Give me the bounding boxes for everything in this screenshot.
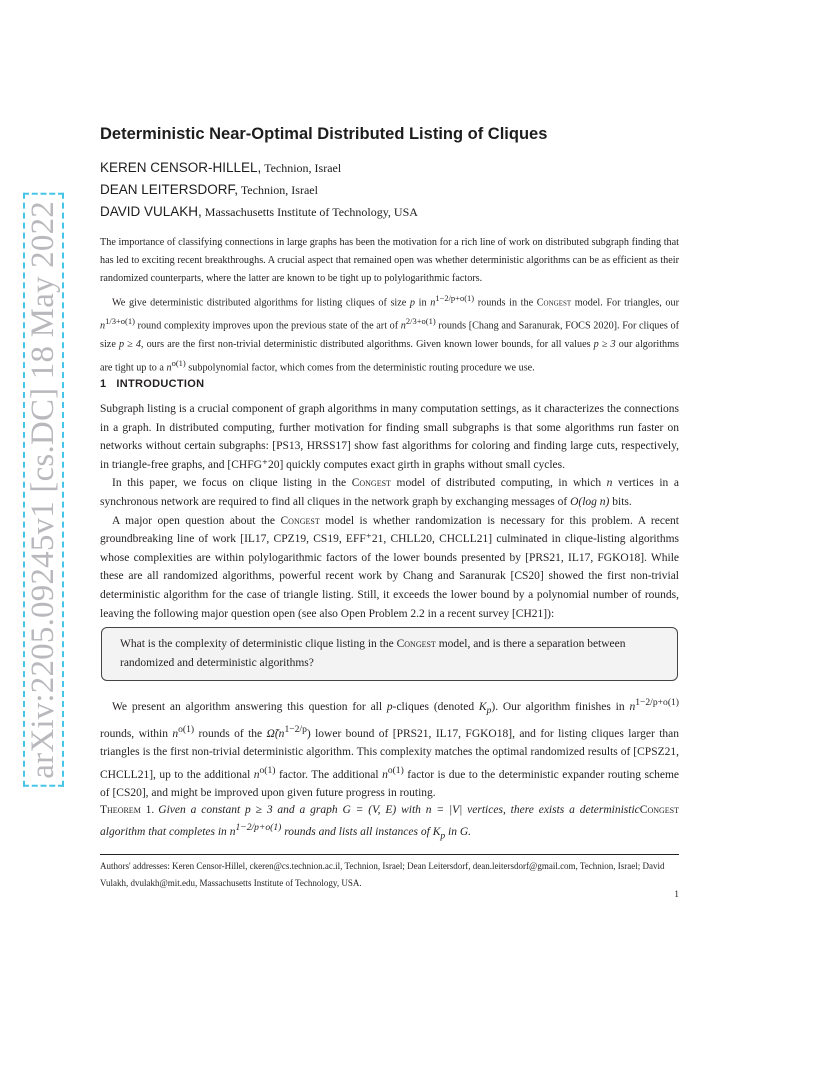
intro-paragraph-2: In this paper, we focus on clique listing in the Congest model of distributed computing, in which n vertices in a synchronous network are required to find all cliques in the network graph by exchanging messages of O(log n) bits. [100,477,679,508]
intro-paragraph-1: Subgraph listing is a crucial component of graph algorithms in many computation settings, as it characterizes the connections in a graph. In distributed computing, further motivation for finding small subgraphs is that some algorithms run faster on networks without certain subgraphs: [PS13, HRSS17] show fast algorithms for coloring and finding large cuts, respectively, in triangle-free graphs, and [CHFG⁺20] quickly computes exact girth in graphs without small cycles. [100,403,679,471]
author-2 [100,182,318,198]
author-affiliation: Technion, Israel [238,183,318,197]
introduction-body [100,400,679,623]
section-heading-introduction [100,378,204,390]
footnote-divider [100,854,679,855]
arxiv-watermark [18,201,68,779]
paper-title: Deterministic Near-Optimal Distributed Listing of Cliques [100,125,548,143]
authors-addresses-footnote: Authors' addresses: Keren Censor-Hillel, ckeren@cs.technion.ac.il, Technion, Israel; Dean Leitersdorf, dean.leitersdorf@gmail.com, Technion, Israel; David Vulakh, dvulakh@mit.edu, Massachusetts Institute of Technology, USA. [100,861,665,888]
open-question-box: What is the complexity of deterministic clique listing in the Congest model, and is there a separation between randomized and deterministic algorithms? [101,627,678,681]
author-3 [100,204,418,220]
theorem-statement: Given a constant p ≥ 3 and a graph G = (V, E) with n = |V| vertices, there exists a deterministicCongest algorithm that completes in $n^{1-2/p+o(1)}$ rounds and lists all instances of $K_p$ in G. [100,804,680,842]
theorem-label: Theorem 1. [100,804,155,816]
page-number: 1 [674,890,679,900]
author-name: DEAN LEITERSDORF, [100,182,239,197]
author-affiliation: Massachusetts Institute of Technology, USA [201,205,418,219]
section-number: 1 [100,378,107,390]
author-affiliation: Technion, Israel [261,161,342,175]
abstract-paragraph-2: We give deterministic distributed algorithms for listing cliques of size p in $n^{1-2/p+o(1)}$ rounds in the Congest model. For triangles, our $n^{1/3+o(1)}$ round complexity improves upon the previous state of the art of $n^{2/3+o(1)}$ rounds [Chang and Saranurak, FOCS 2020]. For cliques of size p ≥ 4, ours are the first non-trivial deterministic distributed algorithms. Given known lower bounds, for all values p ≥ 3 our algorithms are tight up to a $n^{o(1)}$ subpolynomial factor, which comes from the deterministic routing procedure we use. [100,292,680,374]
author-name: KEREN CENSOR-HILLEL, [100,160,262,175]
section-title: INTRODUCTION [116,378,205,390]
results-body [100,694,679,803]
theorem-1 [100,801,679,846]
abstract [100,234,679,378]
author-1 [100,160,341,176]
arxiv-identifier[interactable]: arXiv:2205.09245v1 [cs.DC] 18 May 2022 [23,193,64,787]
intro-paragraph-3: A major open question about the Congest model is whether randomization is necessary for this problem. A recent groundbreaking line of work [IL17, CPZ19, CS19, EFF⁺21, CHLL20, CHCLL21] culminated in clique-listing algorithms whose complexities are within polylogarithmic factors of the lower bounds presented by [PRS21, IL17, FGKO18]. While these are all randomized algorithms, powerful recent work by Chang and Saranurak [CS20] showed the first non-trivial deterministic algorithm for the case of triangle listing. Still, it exceeds the lower bound by a polynomial number of rounds, leaving the following major question open (see also Open Problem 2.2 in a recent survey [CH21]): [100,514,680,620]
abstract-paragraph-1: The importance of classifying connections in large graphs has been the motivation for a rich line of work on distributed subgraph finding that has led to exciting recent breakthroughs. A crucial aspect that remained open was whether deterministic algorithms can be as efficient as their randomized counterparts, where the latter are known to be tight up to polylogarithmic factors. [100,237,679,285]
results-paragraph: We present an algorithm answering this question for all p-cliques (denoted $K_p$). Our algorithm finishes in $n^{1-2/p+o(1)}$ rounds, within $n^{o(1)}$ rounds of the $\Omegã(n^{1-2/p})$ lower bound of [PRS21, IL17, FGKO18], and for listing cliques larger than triangles is the first non-trivial deterministic algorithm. This complexity matches the optimal randomized results of [CPSZ21, CHCLL21], up to the additional $n^{o(1)}$ factor. The additional $n^{o(1)}$ factor is due to the deterministic expander routing scheme of [CS20], and might be improved upon given future progress in routing. [100,697,680,800]
author-name: DAVID VULAKH, [100,204,202,219]
